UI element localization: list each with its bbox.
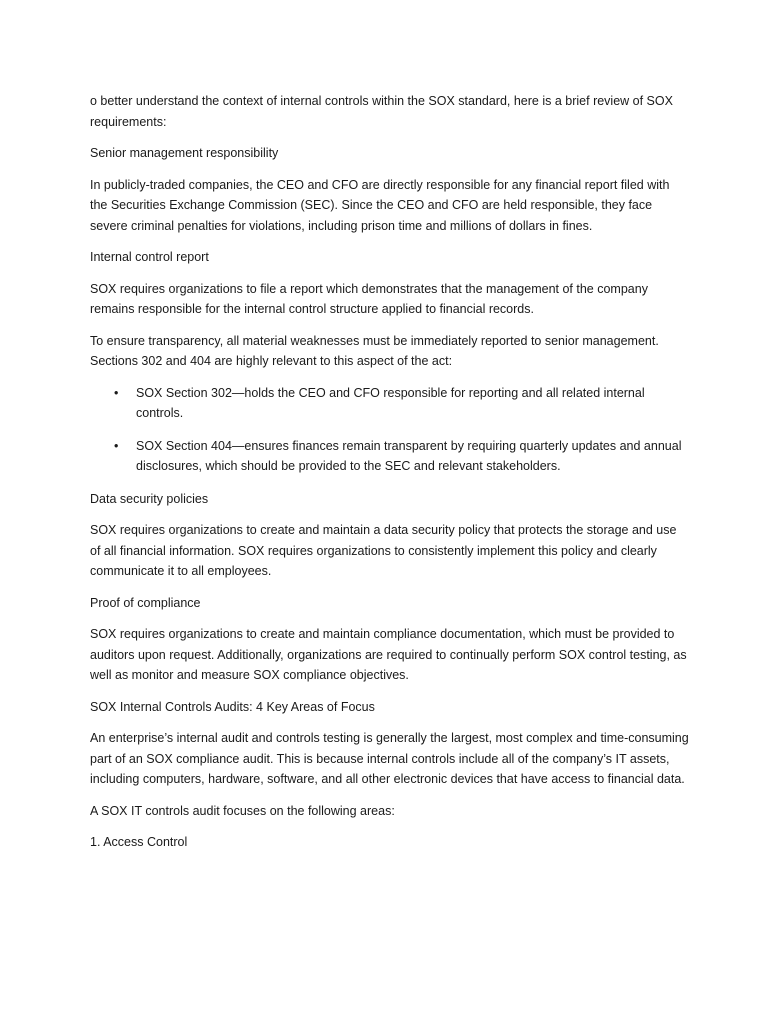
document-page	[90, 91, 690, 864]
heading-senior-management: Senior management responsibility	[90, 146, 279, 160]
bullet-icon: •	[114, 438, 119, 453]
list-item-section-302	[90, 383, 690, 424]
heading-data-security-policies: Data security policies	[90, 491, 209, 506]
bullet-icon: •	[114, 385, 119, 400]
paragraph-internal-control-report: SOX requires organizations to file a report which demonstrates that the management of the company remains responsible for the internal control structure applied to financial records.	[90, 281, 648, 316]
paragraph-data-security-policies: SOX requires organizations to create and maintain a data security policy that protects the storage and use of all financial information. SOX requires organizations to consistently implement this policy and clearly communicate it to all employees.	[90, 523, 677, 578]
heading-proof-of-compliance: Proof of compliance	[90, 595, 201, 610]
paragraph-focus-areas: A SOX IT controls audit focuses on the following areas:	[90, 803, 395, 818]
heading-internal-controls-audits: SOX Internal Controls Audits: 4 Key Areas of Focus	[90, 699, 375, 714]
heading-internal-control-report: Internal control report	[90, 250, 209, 264]
paragraph-transparency: To ensure transparency, all material weaknesses must be immediately reported to senior management. Sections 302 and 404 are highly relevant to this aspect of the act:	[90, 333, 659, 368]
heading-access-control: 1. Access Control	[90, 835, 188, 849]
list-item-text: SOX Section 302—holds the CEO and CFO responsible for reporting and all related internal controls.	[136, 385, 645, 420]
paragraph-internal-controls-audits: An enterprise’s internal audit and controls testing is generally the largest, most complex and time-consuming part of an SOX compliance audit. This is because internal controls include all of the company’s IT assets, including computers, hardware, software, and all other electronic devices that have access to financial data.	[90, 731, 689, 786]
paragraph-senior-management: In publicly-traded companies, the CEO and CFO are directly responsible for any financial report filed with the Securities Exchange Commission (SEC). Since the CEO and CFO are held responsible, they face severe criminal penalties for violations, including prison time and millions of dollars in fines.	[90, 177, 670, 233]
paragraph-proof-of-compliance: SOX requires organizations to create and maintain compliance documentation, which must be provided to auditors upon request. Additionally, organizations are required to continually perform SOX control testing, as well as monitor and measure SOX compliance objectives.	[90, 627, 687, 682]
list-item-text: SOX Section 404—ensures finances remain transparent by requiring quarterly updates and annual disclosures, which should be provided to the SEC and relevant stakeholders.	[136, 438, 682, 473]
sections-list	[90, 383, 690, 477]
intro-paragraph: o better understand the context of internal controls within the SOX standard, here is a brief review of SOX requirements:	[90, 94, 673, 129]
list-item-section-404	[90, 436, 690, 477]
